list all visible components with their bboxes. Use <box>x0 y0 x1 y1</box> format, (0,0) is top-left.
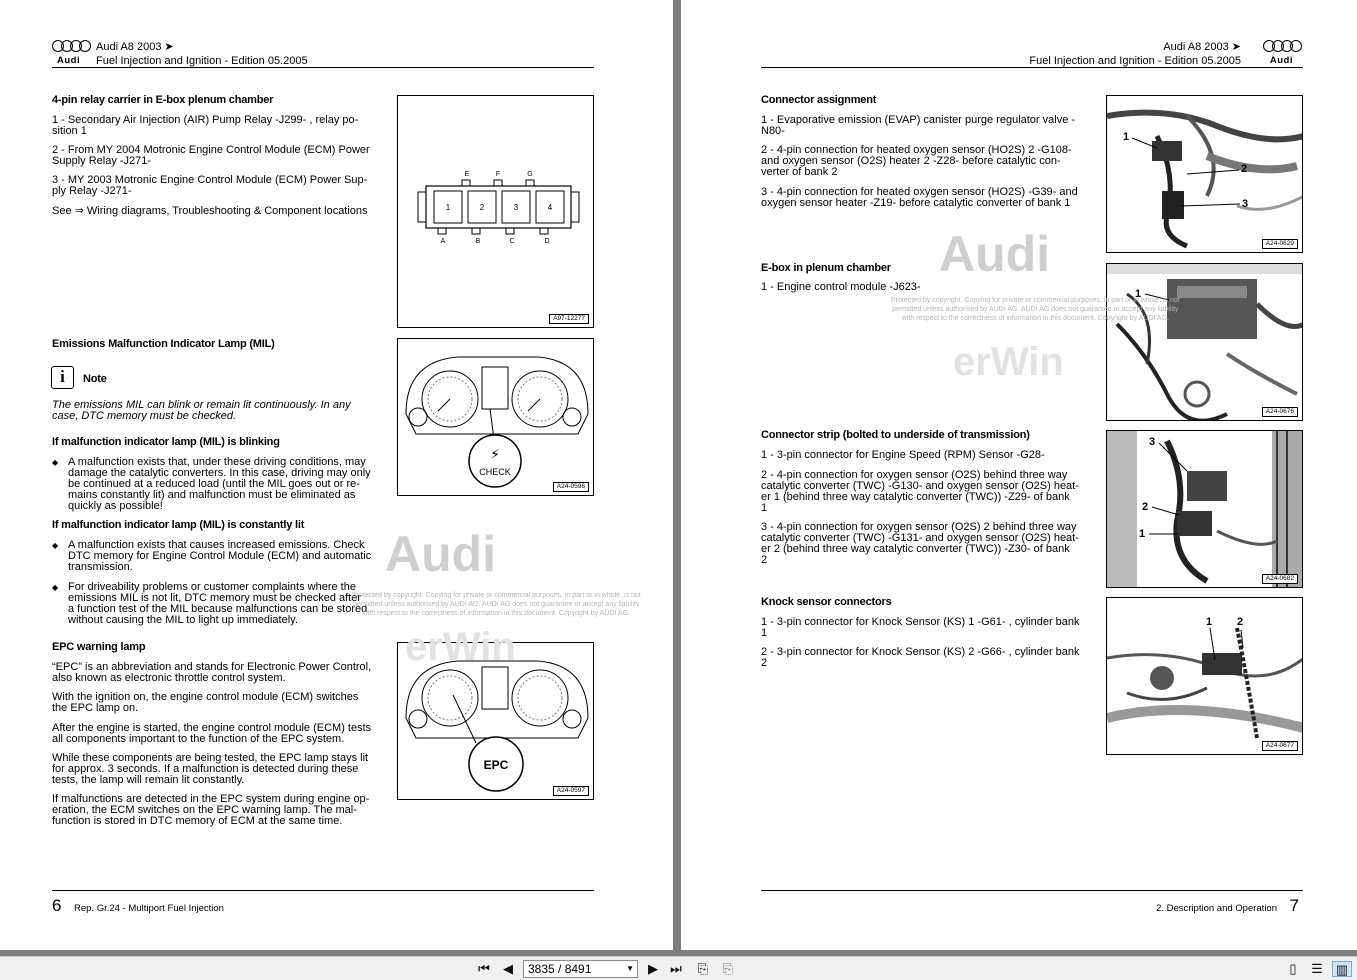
right-page <box>681 0 1357 950</box>
knock-sensor-item: 1 - 3-pin connector for Knock Sensor (KS) 1 -G61- , cylinder bank 1 <box>761 616 1080 639</box>
knock-sensor-photo-drawing <box>1107 598 1303 755</box>
knock-sensor-heading: Knock sensor connectors <box>761 596 892 608</box>
figure-id: A24-0676 <box>1262 407 1298 417</box>
continuous-view-icon[interactable]: ☰ <box>1311 961 1323 976</box>
relay-see-link[interactable]: See ⇒ Wiring diagrams, Troubleshooting & Component locations <box>52 205 368 217</box>
connector-item: 1 - Evaporative emission (EVAP) canister purge regulator valve - N80- <box>761 114 1076 137</box>
header-title: Audi A8 2003 ➤ <box>1163 41 1241 53</box>
first-page-button[interactable]: ⏮ <box>478 961 490 976</box>
relay-top-letter: G <box>527 171 533 178</box>
relay-carrier-drawing <box>398 96 594 328</box>
instrument-cluster-drawing <box>398 339 594 496</box>
check-lamp-label: CHECK <box>479 467 511 477</box>
brand-label: Audi <box>1269 55 1293 66</box>
footer-text: Rep. Gr.24 - Multiport Fuel Injection <box>74 903 224 914</box>
ebox-figure <box>1106 263 1303 421</box>
connector-item: 2 - 4-pin connection for heated oxygen sensor (HO2S) 2 -G108- and oxygen sensor (O2S) heater 2 -Z28- before catalytic con- verter of bank 2 <box>761 144 1072 178</box>
left-header <box>52 40 594 70</box>
instrument-cluster-drawing <box>398 643 594 800</box>
brand-label: Audi <box>57 55 81 66</box>
relay-slot-number: 4 <box>547 203 553 212</box>
connector-assignment-heading: Connector assignment <box>761 94 877 106</box>
callout-3: 3 <box>1242 198 1249 210</box>
relay-top-letter: E <box>464 171 470 178</box>
figure-id: A24-0596 <box>553 482 589 492</box>
relay-bottom-letter: C <box>509 238 515 245</box>
page-number: 6 <box>52 896 62 915</box>
connector-strip-item: 1 - 3-pin connector for Engine Speed (RPM) Sensor -G28- <box>761 449 1045 461</box>
header-rule <box>52 67 594 68</box>
footer-text: 2. Description and Operation <box>1156 903 1277 914</box>
right-footer <box>761 890 1303 915</box>
knock-sensor-item: 2 - 3-pin connector for Knock Sensor (KS) 2 -G66- , cylinder bank 2 <box>761 646 1080 669</box>
left-footer <box>52 890 594 915</box>
figure-id: A24-0629 <box>1262 239 1298 249</box>
epc-paragraph: After the engine is started, the engine control module (ECM) tests all components important to the function of the EPC system. <box>52 722 372 745</box>
callout-2: 2 <box>1237 616 1244 628</box>
left-page <box>0 0 673 950</box>
erwin-watermark: erWin <box>405 625 516 669</box>
epc-heading: EPC warning lamp <box>52 641 146 653</box>
audi-watermark: Audi <box>385 526 497 582</box>
lit-bullet-1: ◆ A malfunction exists that causes increased emissions. Check DTC memory for Engine Control Module (ECM) and automatic transmission. <box>52 540 371 573</box>
relay-heading: 4-pin relay carrier in E-box plenum chamber <box>52 94 274 106</box>
relay-bottom-letter: D <box>544 238 550 245</box>
page-number-field[interactable] <box>523 960 638 978</box>
copyright-watermark: Protected by copyright. Copying for private or commercial purposes, in part or in whole, is not permitted unless authorised by AUDI AG. AUDI AG does not guarantee or accept any liability with respect to the correctness of information in this document. Copyright by AUDI AG. <box>891 297 1180 322</box>
epc-paragraph: With the ignition on, the engine control module (ECM) switches the EPC lamp on. <box>52 691 359 714</box>
two-page-view-icon[interactable]: ▥ <box>1332 961 1352 977</box>
connector-strip-figure <box>1106 430 1303 588</box>
connector-assignment-figure <box>1106 95 1303 253</box>
figure-id: A24-0682 <box>1262 574 1298 584</box>
epc-paragraph: If malfunctions are detected in the EPC system during engine op- eration, the ECM switches on the EPC warning lamp. The mal- function is stored in DTC memory of ECM at the same time. <box>52 793 370 827</box>
header-subtitle: Fuel Injection and Ignition - Edition 05.2005 <box>96 55 308 67</box>
header-subtitle: Fuel Injection and Ignition - Edition 05.2005 <box>1029 55 1241 67</box>
epc-cluster-figure <box>397 642 594 800</box>
relay-slot-number: 3 <box>513 203 519 212</box>
header-rule <box>761 67 1303 68</box>
callout-3: 3 <box>1149 436 1156 448</box>
transmission-photo-drawing <box>1107 431 1303 588</box>
relay-item-3: 3 - MY 2003 Motronic Engine Control Module (ECM) Power Sup- ply Relay -J271- <box>52 174 368 197</box>
engine-photo-drawing <box>1107 96 1303 253</box>
figure-id: A97-12277 <box>549 314 589 324</box>
epc-paragraph: “EPC” is an abbreviation and stands for Electronic Power Control, also known as electronic throttle control system. <box>52 661 372 684</box>
chevron-down-icon[interactable]: ▼ <box>626 964 634 973</box>
mil-cluster-figure <box>397 338 594 496</box>
relay-item-2: 2 - From MY 2004 Motronic Engine Control Module (ECM) Power Supply Relay -J271- <box>52 144 370 167</box>
right-header <box>761 40 1303 70</box>
figure-id: A24-0677 <box>1262 741 1298 751</box>
copyright-watermark: Protected by copyright. Copying for private or commercial purposes, in part or in whole, is not permitted unless authorised by AUDI AG. AUDI AG does not guarantee or accept any liability with respect to the correctness of information in this document. Copyright by AUDI AG. <box>352 592 641 617</box>
note-label: Note <box>83 373 107 385</box>
connector-strip-item: 2 - 4-pin connection for oxygen sensor (O2S) behind three way catalytic converter (TWC) -G130- and oxygen sensor (O2S) heat- er 1 (behind three way catalytic converter (TWC)) -Z29- of bank 1 <box>761 469 1079 514</box>
constantly-lit-heading: If malfunction indicator lamp (MIL) is constantly lit <box>52 519 305 531</box>
callout-2: 2 <box>1142 501 1149 513</box>
relay-carrier-figure <box>397 95 594 328</box>
audi-rings-logo <box>52 40 88 52</box>
blinking-bullet: ◆ A malfunction exists that, under these driving conditions, may damage the catalytic converters. In this case, driving may only be continued at a reduced load (until the MIL goes out or re- mains constantly lit) and malfunction must be eliminated as quickly as possible! <box>52 457 371 512</box>
relay-bottom-letter: B <box>475 238 481 245</box>
connector-item: 3 - 4-pin connection for heated oxygen sensor (HO2S) -G39- and oxygen sensor heater -Z19- before catalytic converter of bank 1 <box>761 186 1078 209</box>
viewer-toolbar <box>0 956 1357 980</box>
relay-item-1: 1 - Secondary Air Injection (AIR) Pump Relay -J299- , relay po- sition 1 <box>52 114 359 137</box>
note-text: The emissions MIL can blink or remain lit continuously. In any case, DTC memory must be checked. <box>52 399 351 422</box>
callout-1: 1 <box>1135 288 1142 300</box>
erwin-watermark: erWin <box>953 340 1064 384</box>
connector-strip-heading: Connector strip (bolted to underside of transmission) <box>761 429 1030 441</box>
header-title: Audi A8 2003 ➤ <box>96 41 174 53</box>
relay-top-letter: F <box>495 171 501 178</box>
ebox-heading: E-box in plenum chamber <box>761 262 891 274</box>
audi-rings-logo <box>1263 40 1299 52</box>
page-number: 7 <box>1289 896 1299 915</box>
figure-id: A24-0597 <box>553 786 589 796</box>
next-page-button[interactable]: ▶ <box>648 961 658 976</box>
callout-1: 1 <box>1139 528 1146 540</box>
relay-bottom-letter: A <box>440 238 446 245</box>
ebox-item: 1 - Engine control module -J623- <box>761 281 921 293</box>
connector-strip-item: 3 - 4-pin connection for oxygen sensor (O2S) 2 behind three way catalytic converter (TWC) -G131- and oxygen sensor (O2S) heat- er 2 (behind three way catalytic converter (TWC)) -Z30- of bank 2 <box>761 521 1079 566</box>
relay-slot-number: 2 <box>479 203 485 212</box>
back-view-icon[interactable]: ⎘ <box>697 961 709 976</box>
single-page-view-icon[interactable]: ▯ <box>1289 961 1297 976</box>
svg-text:⚡: ⚡ <box>490 447 500 463</box>
blinking-heading: If malfunction indicator lamp (MIL) is blinking <box>52 436 280 448</box>
epc-paragraph: While these components are being tested, the EPC lamp stays lit for approx. 3 seconds. If a malfunction is detected during these tests, the lamp will remain lit constantly. <box>52 752 369 786</box>
mil-heading: Emissions Malfunction Indicator Lamp (MIL) <box>52 338 275 350</box>
relay-slot-number: 1 <box>445 203 451 212</box>
forward-view-icon[interactable]: ⎘ <box>722 961 734 976</box>
page-indicator: 3835 / 8491 <box>528 962 592 976</box>
callout-1: 1 <box>1123 131 1130 143</box>
last-page-button[interactable]: ⏭ <box>670 961 682 976</box>
lit-bullet-2: ◆ For driveability problems or customer complaints where the emissions MIL is not lit, DTC memory must be checked after a function test of the MIL because malfunctions can be stored without causing the MIL to light up immediately. <box>52 582 367 626</box>
previous-page-button[interactable]: ◀ <box>503 961 513 976</box>
info-icon: i <box>51 366 74 389</box>
knock-sensor-figure <box>1106 597 1303 755</box>
audi-watermark: Audi <box>939 226 1051 282</box>
epc-lamp-label: EPC <box>483 758 509 772</box>
callout-2: 2 <box>1241 163 1248 175</box>
callout-1: 1 <box>1206 616 1213 628</box>
